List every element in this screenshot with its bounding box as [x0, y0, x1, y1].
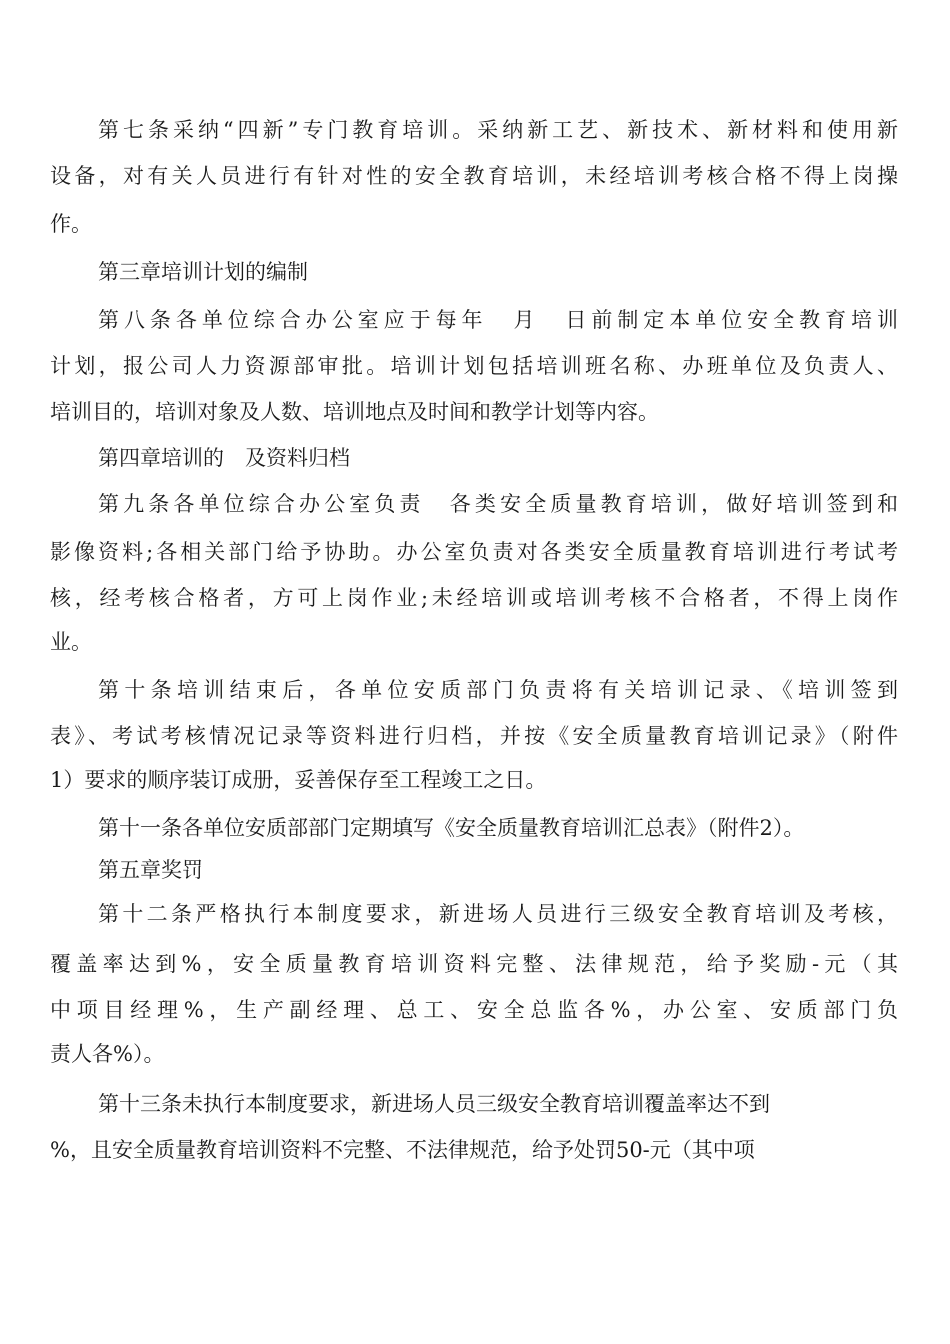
chapter-4-heading: 第四章培训的 及资料归档 [98, 446, 350, 470]
chapter-5-heading: 第五章奖罚 [98, 858, 203, 882]
paragraph-article-13-line-1: 第十三条未执行本制度要求，新进场人员三级安全教育培训覆盖率达不到 [98, 1092, 770, 1116]
paragraph-article-12-line-2: 覆盖率达到%，安全质量教育培训资料完整、法律规范，给予奖励-元（其 [50, 952, 898, 976]
paragraph-article-10-line-3: 1）要求的顺序装订成册，妥善保存至工程竣工之日。 [50, 768, 547, 792]
paragraph-article-9-line-3: 核，经考核合格者，方可上岗作业;未经培训或培训考核不合格者，不得上岗作 [50, 586, 898, 610]
paragraph-article-10-line-2: 表》、考试考核情况记录等资料进行归档，并按《安全质量教育培训记录》（附件 [50, 724, 898, 748]
paragraph-article-7-line-3: 作。 [50, 212, 92, 236]
paragraph-article-8-line-1: 第八条各单位综合办公室应于每年 月 日前制定本单位安全教育培训 [98, 308, 898, 332]
paragraph-article-7-line-2: 设备，对有关人员进行有针对性的安全教育培训，未经培训考核合格不得上岗操 [50, 164, 898, 188]
paragraph-article-12-line-3: 中项目经理%，生产副经理、总工、安全总监各%，办公室、安质部门负 [50, 998, 898, 1022]
paragraph-article-9-line-4: 业。 [50, 630, 92, 654]
paragraph-article-9-line-1: 第九条各单位综合办公室负责 各类安全质量教育培训，做好培训签到和 [98, 492, 898, 516]
paragraph-article-12-line-1: 第十二条严格执行本制度要求，新进场人员进行三级安全教育培训及考核， [98, 902, 898, 926]
paragraph-article-8-line-3: 培训目的，培训对象及人数、培训地点及时间和教学计划等内容。 [50, 400, 659, 424]
paragraph-article-12-line-4: 责人各%）。 [50, 1042, 165, 1066]
chapter-3-heading: 第三章培训计划的编制 [98, 260, 308, 284]
paragraph-article-10-line-1: 第十条培训结束后，各单位安质部门负责将有关培训记录、《培训签到 [98, 678, 898, 702]
paragraph-article-7-line-1: 第七条采纳“四新”专门教育培训。采纳新工艺、新技术、新材料和使用新 [98, 118, 898, 142]
paragraph-article-8-line-2: 计划，报公司人力资源部审批。培训计划包括培训班名称、办班单位及负责人、 [50, 354, 898, 378]
paragraph-article-9-line-2: 影像资料;各相关部门给予协助。办公室负责对各类安全质量教育培训进行考试考 [50, 540, 898, 564]
paragraph-article-13-line-2: %，且安全质量教育培训资料不完整、不法律规范，给予处罚50-元（其中项 [50, 1138, 755, 1162]
paragraph-article-11: 第十一条各单位安质部部门定期填写《安全质量教育培训汇总表》（附件2）。 [98, 816, 805, 840]
